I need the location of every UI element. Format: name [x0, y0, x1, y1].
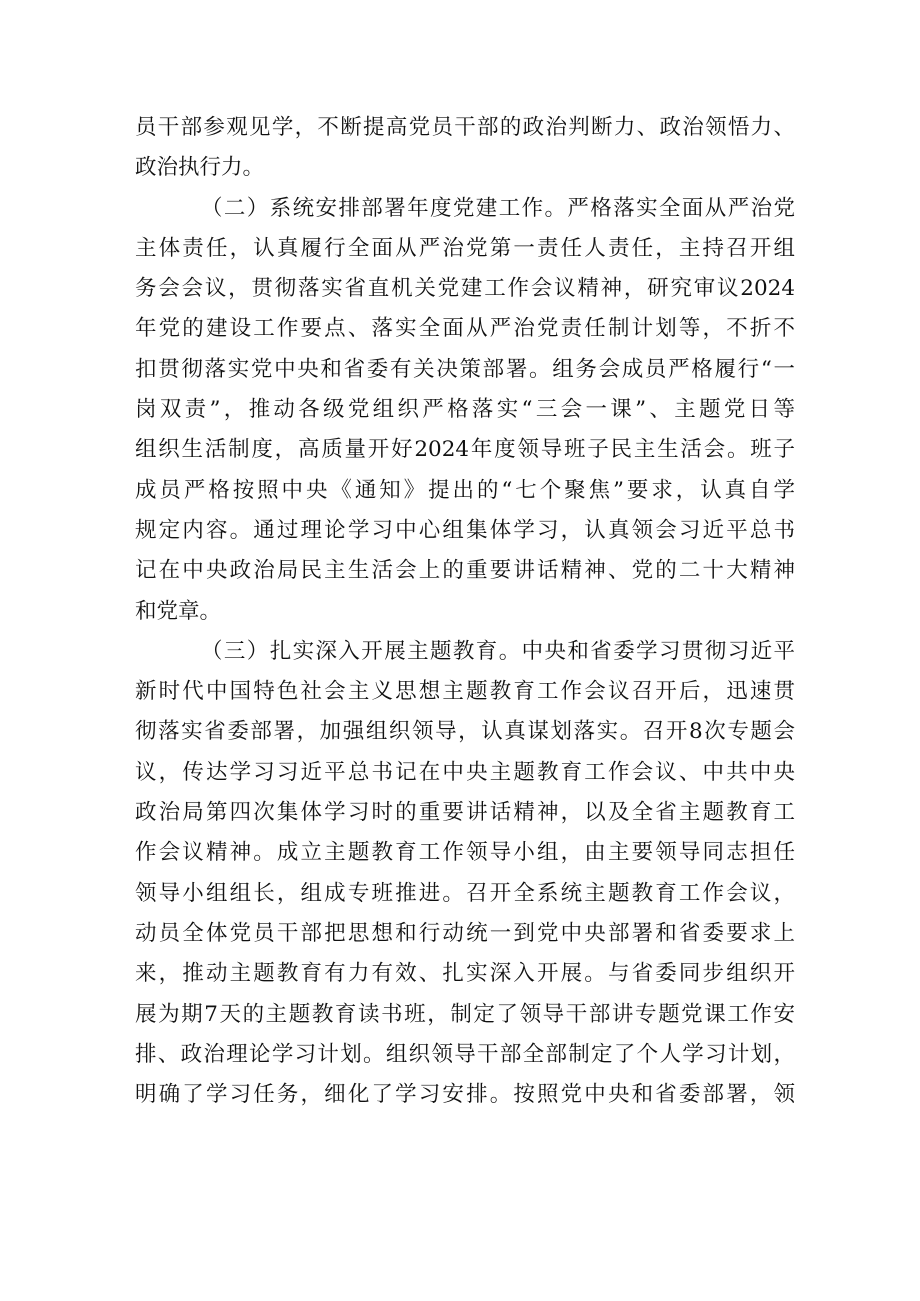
text-line: 记在中央政治局民主生活会上的重要讲话精神、党的二十大精神: [135, 558, 795, 584]
text-line: 新时代中国特色社会主义思想主题教育工作会议召开后，迅速贯: [135, 679, 795, 705]
text-line: 政治局第四次集体学习时的重要讲话精神，以及全省主题教育工: [135, 800, 795, 826]
text-line: 议，传达学习习近平总书记在中央主题教育工作会议、中共中央: [135, 759, 795, 785]
text-line: 组织生活制度，高质量开好2024年度领导班子民主生活会。班子: [135, 437, 795, 463]
text-line: 动员全体党员干部把思想和行动统一到党中央部署和省委要求上: [135, 920, 795, 946]
text-line: 来，推动主题教育有力有效、扎实深入开展。与省委同步组织开: [135, 961, 795, 987]
text-line: 年党的建设工作要点、落实全面从严治党责任制计划等，不折不: [135, 316, 795, 342]
text-line: 务会会议，贯彻落实省直机关党建工作会议精神，研究审议2024: [135, 276, 795, 302]
text-line: 展为期7天的主题教育读书班，制定了领导干部讲专题党课工作安: [135, 1001, 795, 1027]
text-line: 政治执行力。: [135, 155, 265, 181]
text-line: （三）扎实深入开展主题教育。中央和省委学习贯彻习近平: [201, 638, 795, 664]
text-line: 作会议精神。成立主题教育工作领导小组，由主要领导同志担任: [135, 840, 795, 866]
text-line: 和党章。: [135, 598, 222, 624]
text-line: 领导小组组长，组成专班推进。召开全系统主题教育工作会议，: [135, 880, 795, 906]
text-line: 岗双责”，推动各级党组织严格落实“三会一课”、主题党日等: [135, 397, 795, 423]
text-line: 扣贯彻落实党中央和省委有关决策部署。组务会成员严格履行“一: [135, 356, 795, 382]
text-line: 主体责任，认真履行全面从严治党第一责任人责任，主持召开组: [135, 235, 795, 261]
text-line: 成员严格按照中央《通知》提出的“七个聚焦”要求，认真自学: [135, 477, 795, 503]
text-line: 彻落实省委部署，加强组织领导，认真谋划落实。召开8次专题会: [135, 719, 795, 745]
text-line: （二）系统安排部署年度党建工作。严格落实全面从严治党: [201, 195, 795, 221]
document-body: [135, 108, 795, 1115]
text-line: 规定内容。通过理论学习中心组集体学习，认真领会习近平总书: [135, 517, 795, 543]
text-line: 排、政治理论学习计划。组织领导干部全部制定了个人学习计划，: [135, 1041, 795, 1067]
text-line: 员干部参观见学，不断提高党员干部的政治判断力、政治领悟力、: [135, 115, 795, 140]
text-line: 明确了学习任务，细化了学习安排。按照党中央和省委部署，领: [135, 1082, 795, 1108]
